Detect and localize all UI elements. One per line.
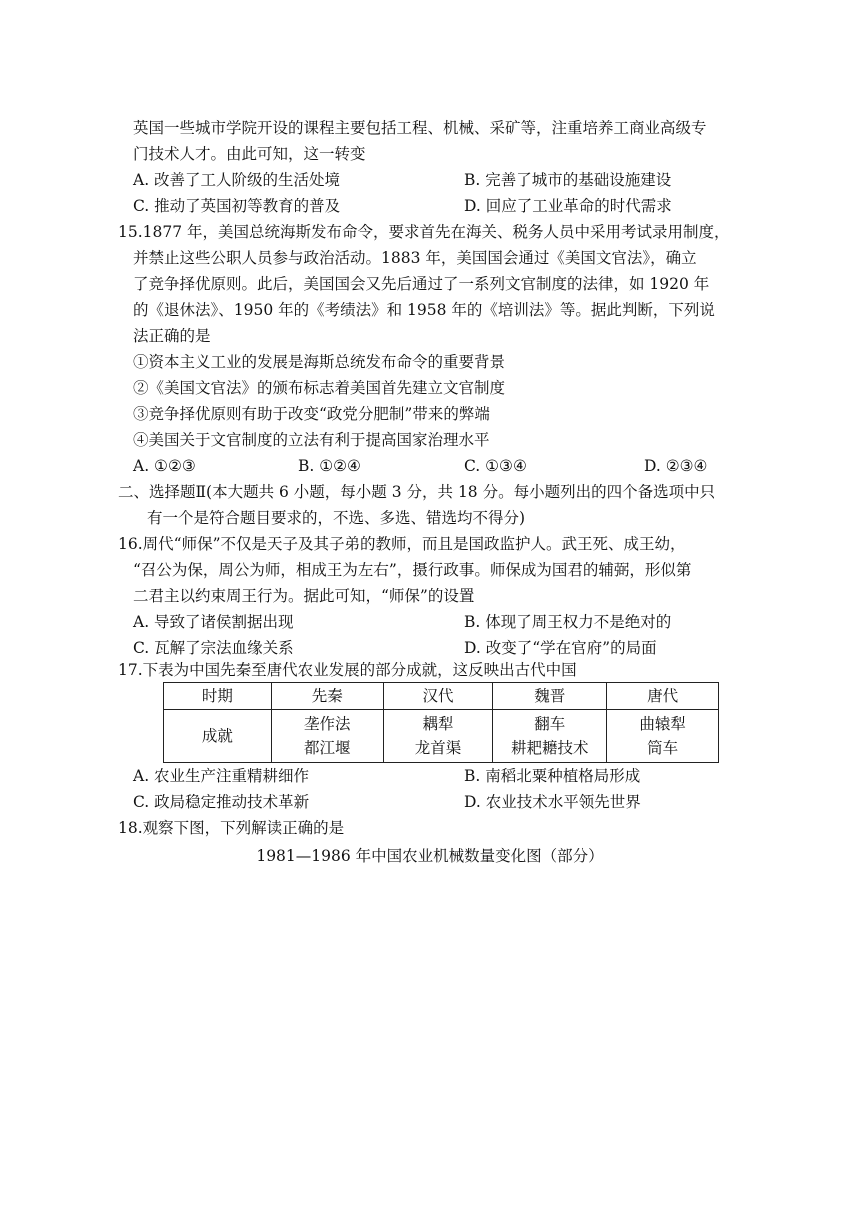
q15-option-c: C. ①③④: [464, 457, 527, 475]
q18-stem: 18.观察下图，下列解读正确的是: [118, 819, 345, 837]
table-header-cell: 先秦: [271, 683, 383, 710]
table-cell: [607, 710, 719, 763]
q16-stem-line-3: 二君主以约束周王行为。据此可知，“师保”的设置: [133, 587, 475, 605]
table-cell-line: 曲辕犁: [639, 715, 686, 733]
q15-option-b: B. ①②④: [298, 457, 361, 475]
section-2-heading: 二、选择题Ⅱ(本大题共 6 小题，每小题 3 分，共 18 分。每小题列出的四个备选项中只: [118, 483, 716, 501]
q15-statement-3: ③竞争择优原则有助于改变“政党分肥制”带来的弊端: [133, 405, 490, 423]
table-row-label: 成就: [164, 710, 272, 763]
q15-option-a: A. ①②③: [133, 457, 196, 475]
q15-stem-line-1: 15.1877 年，美国总统海斯发布命令，要求首先在海关、税务人员中采用考试录用制度，: [118, 223, 730, 241]
q15-stem-line-2: 并禁止这些公职人员参与政治活动。1883 年，美国国会通过《美国文官法》，确立: [133, 249, 697, 267]
q16-option-b: B. 体现了周王权力不是绝对的: [464, 613, 672, 631]
table-cell-line: 龙首渠: [414, 739, 462, 757]
table-header-row: [164, 683, 719, 710]
q14-option-c: C. 推动了英国初等教育的普及: [133, 197, 341, 215]
q14-option-d: D. 回应了工业革命的时代需求: [464, 197, 672, 215]
table-cell-line: 耕耙耱技术: [511, 739, 589, 757]
q17-stem: 17.下表为中国先秦至唐代农业发展的部分成就，这反映出古代中国: [118, 661, 577, 679]
q18-figure-caption: 1981—1986 年中国农业机械数量变化图（部分）: [256, 847, 604, 865]
table-cell: [493, 710, 607, 763]
table-row: [164, 710, 719, 763]
q17-option-a: A. 农业生产注重精耕细作: [133, 767, 310, 785]
q17-option-c: C. 政局稳定推动技术革新: [133, 793, 310, 811]
q14-option-a: A. 改善了工人阶级的生活处境: [133, 171, 341, 189]
q15-stem-line-5: 法正确的是: [133, 327, 211, 345]
q17-table: [163, 682, 719, 763]
table-cell-line: 都江堰: [303, 739, 351, 757]
table-cell-line: 翻车: [534, 715, 566, 733]
table-header-cell: 唐代: [607, 683, 719, 710]
q17-option-d: D. 农业技术水平领先世界: [464, 793, 641, 811]
table-header-cell: 魏晋: [493, 683, 607, 710]
q15-stem-line-4: 的《退休法》、1950 年的《考绩法》和 1958 年的《培训法》等。据此判断，下列说: [133, 301, 715, 319]
table-header-cell: 汉代: [383, 683, 493, 710]
table-cell-line: 筒车: [647, 739, 679, 757]
section-2-instructions: 有一个是符合题目要求的，不选、多选、错选均不得分): [147, 509, 526, 527]
q16-option-c: C. 瓦解了宗法血缘关系: [133, 639, 294, 657]
q15-statement-2: ②《美国文官法》的颁布标志着美国首先建立文官制度: [133, 379, 506, 397]
q14-text-line-1: 英国一些城市学院开设的课程主要包括工程、机械、采矿等，注重培养工商业高级专: [133, 119, 707, 137]
q15-statement-4: ④美国关于文官制度的立法有利于提高国家治理水平: [133, 431, 490, 449]
table-cell: [383, 710, 493, 763]
q16-stem-line-2: “召公为保，周公为师，相成王为左右”，摄行政事。师保成为国君的辅弼，形似第: [133, 561, 692, 579]
table-cell: [271, 710, 383, 763]
table-cell-line: 垄作法: [303, 715, 351, 733]
q15-option-d: D. ②③④: [644, 457, 708, 475]
table-cell-line: 耦犁: [422, 715, 454, 733]
q15-statement-1: ①资本主义工业的发展是海斯总统发布命令的重要背景: [133, 353, 506, 371]
q16-option-d: D. 改变了“学在官府”的局面: [464, 639, 657, 657]
q16-option-a: A. 导致了诸侯割据出现: [133, 613, 294, 631]
q15-stem-line-3: 了竞争择优原则。此后，美国国会又先后通过了一系列文官制度的法律，如 1920 年: [133, 275, 710, 293]
q14-option-b: B. 完善了城市的基础设施建设: [464, 171, 672, 189]
q16-stem-line-1: 16.周代“师保”不仅是天子及其子弟的教师，而且是国政监护人。武王死、成王幼，: [118, 535, 686, 553]
q17-option-b: B. 南稻北粟种植格局形成: [464, 767, 641, 785]
q14-text-line-2: 门技术人才。由此可知，这一转变: [133, 145, 366, 163]
table-header-cell: 时期: [164, 683, 272, 710]
